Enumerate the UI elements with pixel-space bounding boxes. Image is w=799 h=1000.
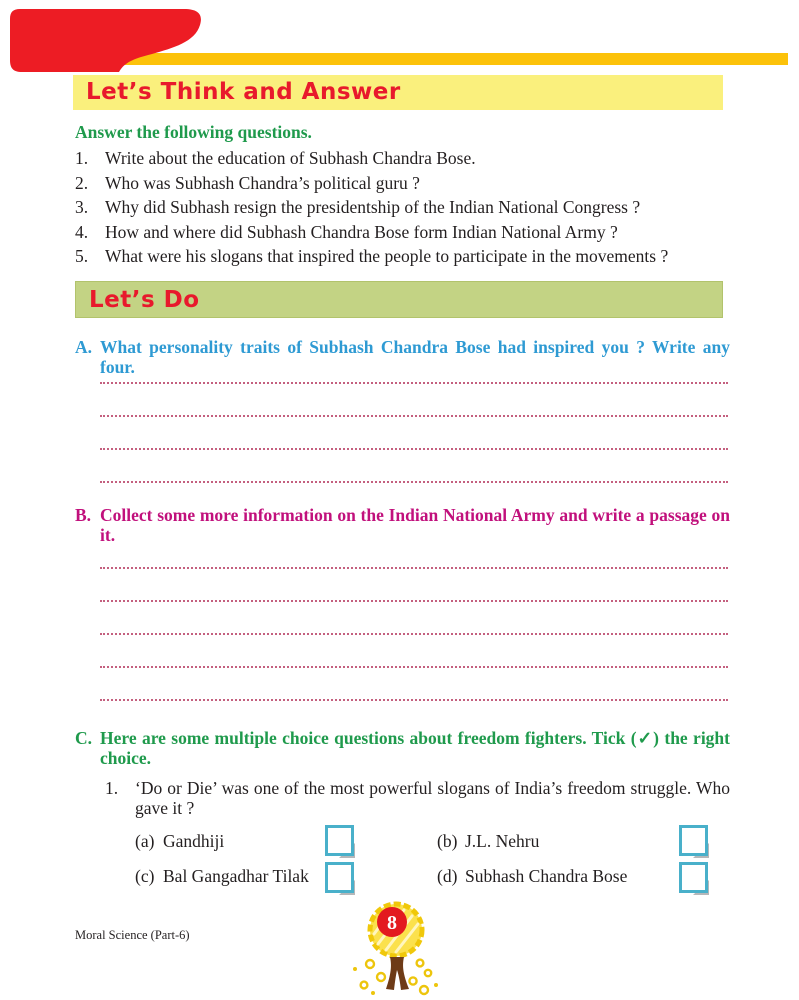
book-title: Moral Science (Part-6) — [75, 928, 190, 942]
answer-line — [100, 567, 728, 569]
answer-line — [100, 699, 728, 701]
answer-line — [100, 382, 728, 384]
instruction-heading: Answer the following questions. — [75, 122, 312, 142]
question-item: 3. Why did Subhash resign the presidentship of the Indian National Congress ? — [75, 197, 641, 218]
lets-do-banner — [75, 281, 723, 318]
question-item: 1. Write about the education of Subhash Chandra Bose. — [75, 148, 476, 168]
answer-line — [100, 448, 728, 450]
mcq-question: 1. ‘Do or Die’ was one of the most powerful slogans of India’s freedom struggle. Who gave it ? — [105, 778, 730, 818]
lets-do-title: Let’s Do — [89, 287, 200, 313]
question-list — [75, 146, 740, 269]
answer-line — [100, 633, 728, 635]
option-d: (d) Subhash Chandra Bose — [437, 866, 628, 886]
page-number-tree-icon — [346, 896, 450, 1000]
page-number: 8 — [387, 912, 397, 934]
option-b: (b) J.L. Nehru — [437, 831, 540, 851]
checkbox-option-d[interactable] — [679, 862, 708, 893]
section-c-heading: C. Here are some multiple choice questions about freedom fighters. Tick (✓) the right choice. — [75, 728, 730, 768]
checkbox-option-c[interactable] — [325, 862, 354, 893]
answer-line — [100, 600, 728, 602]
answer-line — [100, 481, 728, 483]
checkbox-option-b[interactable] — [679, 825, 708, 856]
think-and-answer-title: Let’s Think and Answer — [86, 79, 401, 105]
question-item: 4. How and where did Subhash Chandra Bose form Indian National Army ? — [75, 221, 618, 242]
answer-line — [100, 666, 728, 668]
question-item: 5. What were his slogans that inspired the people to participate in the movements ? — [75, 246, 669, 267]
option-c: (c) Bal Gangadhar Tilak — [135, 866, 309, 886]
tree-trunk — [386, 957, 409, 990]
checkbox-option-a[interactable] — [325, 825, 354, 856]
section-a-heading: A. What personality traits of Subhash Chandra Bose had inspired you ? Write any four. — [75, 337, 730, 377]
answer-line — [100, 415, 728, 417]
section-b-heading: B. Collect some more information on the Indian National Army and write a passage on it. — [75, 505, 730, 545]
corner-decoration — [6, 5, 216, 85]
option-a: (a) Gandhiji — [135, 831, 225, 851]
question-item: 2. Who was Subhash Chandra’s political guru ? — [75, 172, 420, 193]
think-and-answer-banner — [73, 75, 723, 110]
